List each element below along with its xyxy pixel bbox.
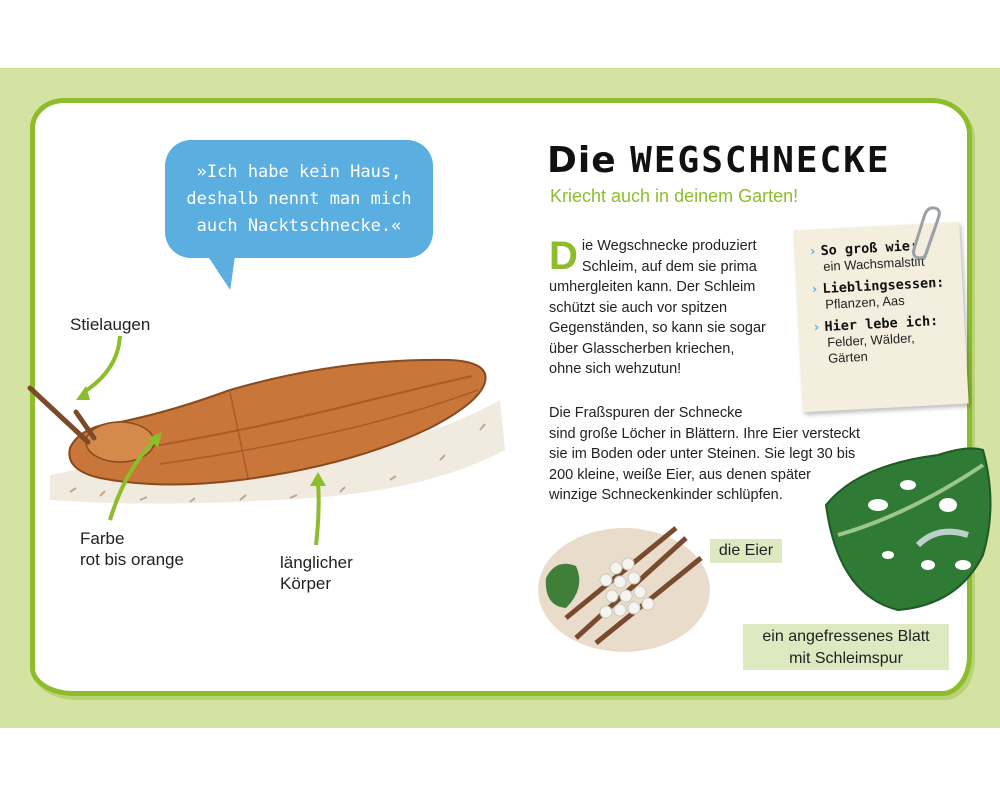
paragraph-eggs: Die Fraßspuren der Schnecke sind große Löcher in Blättern. Ihre Eier versteckt sie im Boden oder unter Steinen. Sie legt 30 bis 200 kleine, weiße Eier, aus denen später winzige Schneckenkinder schlüpfen.: [549, 405, 861, 503]
fact-food: › Lieblingsessen: Pflanzen, Aas: [810, 274, 945, 312]
page-title: Die WEGSCHNECKE: [547, 140, 891, 181]
speech-bubble: [165, 140, 433, 258]
paragraph-slime: D ie Wegschnecke produziert Schleim, auf dem sie prima umhergleiten kann. Der Schleim schützt sie auch vor spitzen Gegenständen, so kann sie sogar über Glasscherben kriechen, ohne sich wehzutun!: [549, 234, 766, 377]
chevron-right-icon: ›: [812, 319, 822, 336]
page-subtitle: Kriecht auch in deinem Garten!: [550, 186, 799, 206]
fact-habitat: › Hier lebe ich: Felder, Wälder, Gärten: [812, 313, 939, 366]
bubble-line: deshalb nennt man mich: [186, 188, 412, 209]
pointer-arrows: [70, 330, 370, 550]
fact-size: › So groß wie: ein Wachsmalstift: [808, 237, 925, 274]
bubble-line: auch Nacktschnecke.«: [196, 215, 402, 236]
caption-leaf: ein angefressenes Blatt mit Schleimspur: [743, 624, 949, 670]
arrow-farbe: [110, 440, 155, 520]
label-farbe: Farbe rot bis orange: [80, 529, 184, 569]
label-stielaugen: Stielaugen: [70, 315, 151, 334]
leaf-illustration: [818, 445, 998, 615]
caption-eggs: die Eier: [710, 539, 782, 563]
arrow-koerper: [316, 482, 319, 545]
label-koerper: länglicher Körper: [280, 553, 353, 593]
bubble-line: »Ich habe kein Haus,: [196, 161, 402, 182]
drop-cap: D: [549, 234, 578, 278]
chevron-right-icon: ›: [808, 243, 818, 260]
paperclip-icon: [912, 205, 946, 265]
chevron-right-icon: ›: [810, 281, 820, 298]
arrow-stielaugen: [84, 336, 120, 392]
eggs-illustration: [536, 518, 711, 658]
